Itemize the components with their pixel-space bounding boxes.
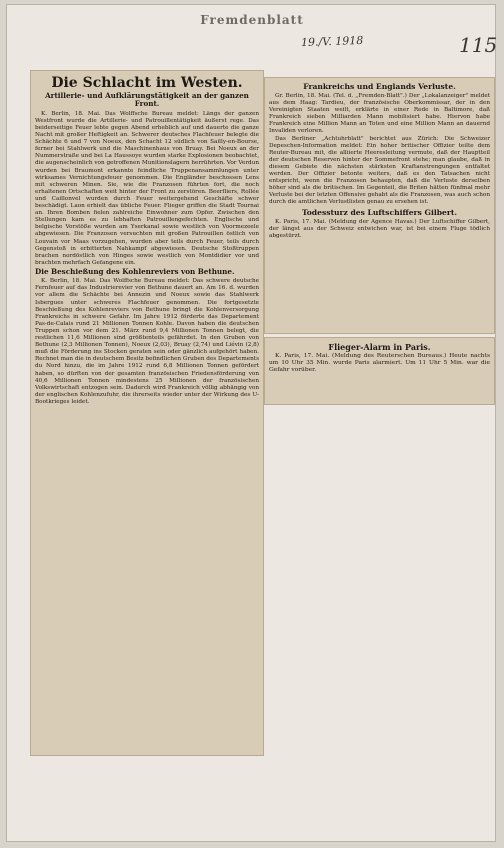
left-section2-paragraph: K. Berlin, 18. Mai. Das Wolffsche Bureau meldet: Das schwere deutsche Fernfeuer auf das Industrierevier von Bethune dauert an. Am 16. d. wurden vor allem die Schächte bei Annezin und Noeux sowie das Stahlwerk Isbergues unter schweres Flachfeuer genommen. Die fortgesetzte Beschießung des Kohlenreviers von Bethune bringt die Kohlenversorgung Frankreichs in schwere Gefahr. Im Jahre 1912 förderte das Departement Pas-de-Calais rund 21 Millionen Tonnen Kohle. Davon haben die deutschen Truppen schon vor dem 21. März rund 9,4 Millionen Tonnen belegt, die restlichen 11,6 Millionen sind größtenteils gefährdet. In den Gruben von Bethune (2,3 Millionen Tonnen), Noeux (2,03), Bruay (2,74) und Liévin (2,8) muß die Förderung ins Stocken geraten sein oder gänzlich aufgehört haben. Rechnet man die in deutschem Besitz befindlichen Gruben des Departements du Nord hinzu, die im Jahre 1912 rund 6,8 Millionen Tonnen gefördert haben, so dürften von der gesamten französischen Friedensförderung von 40,6 Millionen Tonnen mindestens 25 Millionen der französischen Volkswirtschaft entzogen sein. Dadurch wird Frankreich völlig abhängig von der englischen Kohlenzufuhr, die ihrerseits wieder unter der Wirkung des U-Bootkrieges leidet. [35,278,259,405]
right-top-section2-title: Todessturz des Luftschiffers Gilbert. [301,207,458,217]
left-section2-body [35,278,259,406]
left-headline: Die Schlacht im Westen. [51,75,243,91]
right-top-paragraph: Gr. Berlin, 18. Mai. (Tel. d. „Fremden-Blatt".) Der „Lokalanzeiger" meldet aus dem Haag: Tardieu, der französische Oberkommissar, der in den Vereinigten Staaten weilt, erklärte in einer Rede in Baltimore, daß Frankreich sieben Milliarden Mann mobilisiert habe. Hiervon habe Frankreich eine Million Mann an Toten und eine Million Mann an dauernd Invaliden verloren. [269,93,490,135]
right-top-section2-paragraph: K. Paris, 17. Mai. (Meldung der Agence Havas.) Der Luftschiffer Gilbert, der längst aus der Schweiz entwichen war, ist bei einem Fluge tödlich abgestürzt. [269,218,490,239]
right-top-headline: Frankreichs und Englands Verluste. [303,82,456,91]
right-top-paragraph: Das Berliner „Achtuhrblatt" berichtet aus Zürich: Die Schweizer Depeschen-Information meldet: Ein hoher britischer Offizier teilte dem Reuter-Bureau mit, die alliierte Heeresleitung vermute, daß der Hauptteil der deutschen Reserven hinter der Sommefront stehe; man glaube, daß in diesem Gebiete die nächsten stärksten Kraftanstrengungen entfaltet werden. Der Offizier betonte weiters, daß es den Tatsachen nicht entspricht, wenn die Franzosen behaupten, daß die Verluste derselben höher sind als die britischen. Im Gegenteil, die Briten hätten fünfmal mehr Verluste bei der letzten Offensive gehabt als die Franzosen, was auch schon durch die amtlichen Verlustlisten genau zu ersehen ist. [269,135,490,206]
left-body [35,111,259,267]
right-top-body [269,93,490,207]
left-clipping [31,71,263,755]
masthead: Fremdenblatt [200,13,304,27]
right-bottom-paragraph: K. Paris, 17. Mai. (Meldung des Reuterschen Bureaus.) Heute nachts um 10 Uhr 35 Min. wurde Paris alarmiert. Um 11 Uhr 5 Min. war die Gefahr vorüber. [269,353,490,374]
right-top-section2-body [269,219,490,240]
right-bottom-body [269,353,490,375]
right-bottom-clipping [265,338,494,404]
left-subhead: Artillerie- und Aufklärungstätigkeit an der ganzen Front. [45,91,249,109]
left-section2-title: Die Beschießung des Kohlenreviers von Bethune. [35,266,235,276]
right-bottom-headline: Flieger-Alarm in Paris. [328,342,431,352]
handwritten-number: 115 [459,33,498,57]
handwritten-date: 19./V. 1918 [300,33,364,50]
right-top-clipping [265,78,494,333]
left-paragraph: K. Berlin, 18. Mai. Das Wolffsche Bureau meldet: Längs der ganzen Westfront wurde die Artillerie- und Patrouillentätigkeit äußerst rege. Das beiderseitige Feuer lebte gegen Abend erheblich auf und dauerte die ganze Nacht mit großer Heftigkeit an. Schwerer deutsches Flachfeuer belegte die Schächte 6 und 7 von Noeux, den Schacht 12 südlich von Sailly-en-Bourse, ferner bei Stahlwerk und die Maschinenhaus von Bruay. Bei Noeux an der Nummerstraße und bei La Haussoye wurden starke Explosionen beobachtet, die augenscheinlich von getroffenen Munitionslagern herrührten. Vor Verdun wurden bei Braumont erkannte feindliche Truppenansammlungen unter wirksames Vernichtungsfeuer genommen. Die Engländer beschossen Lens mit schweren Minen. Sie, wie die Franzosen führten fort, die noch erhaltenen Ortschaften weit hinter der Front zu zerstören. Beerfliers, Rollée und Caillonvel wurden durch Feuer weitergehend Geschäfte schwer beschädigt. Laon erhielt das übliche Feuer. Flieger griffen die Stadt Tournai an. Ihren Bomben fielen zahlreiche Einwohner zum Opfer. Zwischen den Stellungen kam es zu lebhaften Patrouillengefechten. Englische und belgische Vorstöße wurden am Yserkanal sowie westlich von Voormezeele abgewiesen. Die Franzosen versuchten mit großen Patrouillen östlich von Louvain vor Maas vorzugehen, wurden aber teils durch Feuer, teils durch Gegenstoß in erbitterten Nahkampf abgewiesen. Deutsche Stoßtruppen brachen nordöstlich von Hinges sowie westlich von Montdidier vor und brachten mehrfach Gefangene ein. [35,110,259,266]
